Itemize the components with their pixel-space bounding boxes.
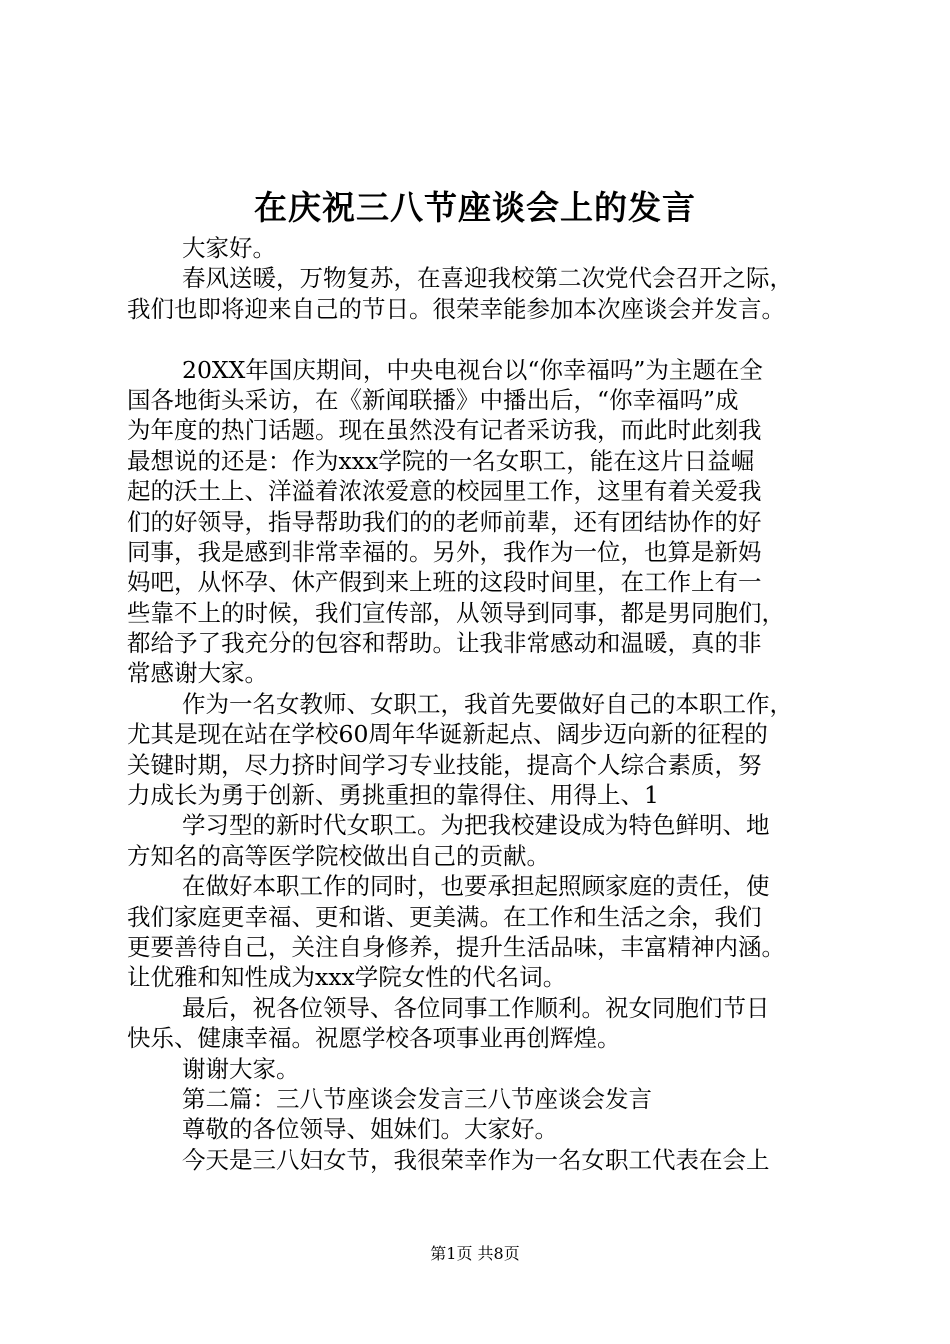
text-line: 尊敬的各位领导、姐妹们。大家好。 bbox=[182, 1115, 558, 1144]
text-line: 同事，我是感到非常幸福的。另外，我作为一位，也算是新妈 bbox=[127, 537, 762, 566]
text-line: 国各地街头采访，在《新闻联播》中播出后，“你幸福吗”成 bbox=[127, 385, 739, 414]
text-line: 尤其是现在站在学校60周年华诞新起点、阔步迈向新的征程的 bbox=[127, 720, 768, 749]
text-line: 更要善待自己，关注自身修养，提升生活品味，丰富精神内涵。 bbox=[127, 932, 785, 961]
text-line: 在做好本职工作的同时，也要承担起照顾家庭的责任，使 bbox=[182, 872, 770, 901]
text-line: 为年度的热门话题。现在虽然没有记者采访我，而此时此刻我 bbox=[127, 416, 762, 445]
text-line: 都给予了我充分的包容和帮助。让我非常感动和温暖，真的非 bbox=[127, 629, 762, 658]
page-number: 第1页 共8页 bbox=[430, 1244, 520, 1263]
text-line: 起的沃土上、洋溢着浓浓爱意的校园里工作，这里有着关爱我 bbox=[127, 477, 762, 506]
text-line: 们的好领导，指导帮助我们的的老师前辈，还有团结协作的好 bbox=[127, 507, 762, 536]
text-line: 最想说的还是：作为xxx学院的一名女职工，能在这片日益崛 bbox=[127, 446, 755, 475]
text-line: 常感谢大家。 bbox=[127, 659, 268, 688]
text-line: 我们家庭更幸福、更和谐、更美满。在工作和生活之余，我们 bbox=[127, 902, 762, 931]
text-line: 方知名的高等医学院校做出自己的贡献。 bbox=[127, 841, 550, 870]
text-line: 些靠不上的时候，我们宣传部，从领导到同事，都是男同胞们， bbox=[127, 598, 785, 627]
text-line: 快乐、健康幸福。祝愿学校各项事业再创辉煌。 bbox=[127, 1024, 621, 1053]
document-title: 在庆祝三八节座谈会上的发言 bbox=[254, 188, 696, 227]
text-line: 学习型的新时代女职工。为把我校建设成为特色鲜明、地 bbox=[182, 811, 770, 840]
text-line: 我们也即将迎来自己的节日。很荣幸能参加本次座谈会并发言。 bbox=[127, 294, 785, 323]
text-line: 作为一名女教师、女职工，我首先要做好自己的本职工作， bbox=[182, 689, 793, 718]
section-heading: 第二篇：三八节座谈会发言三八节座谈会发言 bbox=[182, 1084, 652, 1113]
blank-line bbox=[127, 324, 857, 354]
text-line: 力成长为勇于创新、勇挑重担的靠得住、用得上、1 bbox=[127, 781, 659, 810]
text-line: 妈吧，从怀孕、休产假到来上班的这段时间里，在工作上有一 bbox=[127, 568, 762, 597]
text-line: 最后，祝各位领导、各位同事工作顺利。祝女同胞们节日 bbox=[182, 993, 770, 1022]
text-line: 关键时期，尽力挤时间学习专业技能，提高个人综合素质，努 bbox=[127, 750, 762, 779]
text-line: 谢谢大家。 bbox=[182, 1054, 300, 1083]
text-line: 20XX年国庆期间，中央电视台以“你幸福吗”为主题在全 bbox=[182, 355, 763, 384]
text-line: 今天是三八妇女节，我很荣幸作为一名女职工代表在会上 bbox=[182, 1145, 770, 1174]
document-body bbox=[127, 233, 857, 1175]
text-line: 大家好。 bbox=[182, 234, 276, 262]
text-line: 让优雅和知性成为xxx学院女性的代名词。 bbox=[127, 963, 567, 992]
text-line: 春风送暖，万物复苏，在喜迎我校第二次党代会召开之际， bbox=[182, 264, 793, 293]
